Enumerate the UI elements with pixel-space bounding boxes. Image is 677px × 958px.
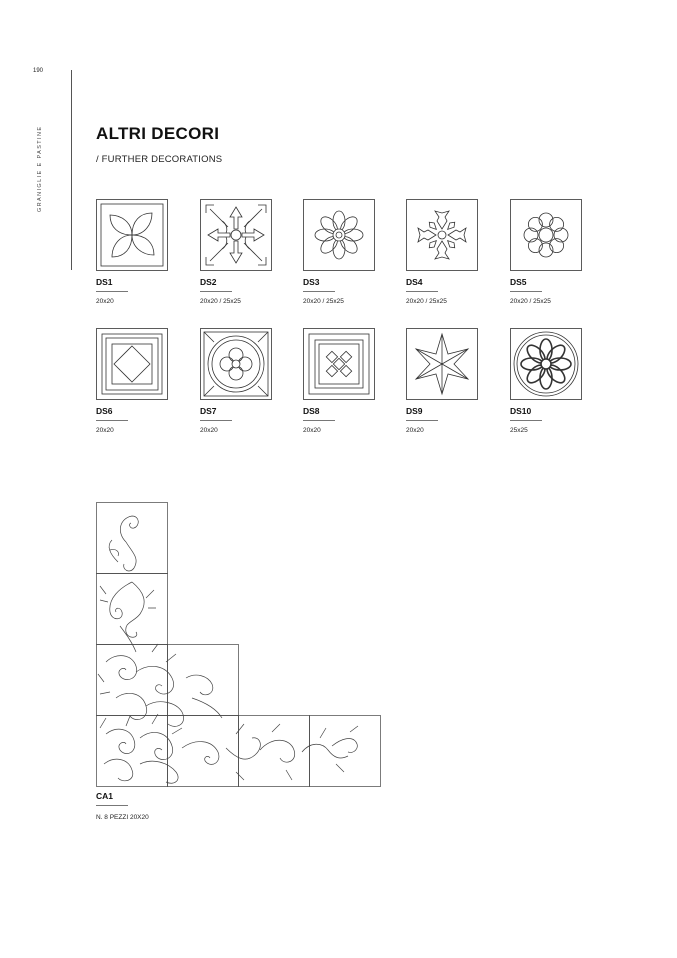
decor-size: 25x25: [510, 427, 528, 434]
page-subtitle: / FURTHER DECORATIONS: [96, 154, 223, 165]
label-rule: [96, 420, 128, 421]
decor-size: 20x20 / 25x25: [510, 298, 551, 305]
corner-composition-ca1: [96, 502, 382, 793]
tile-ds4: [406, 199, 478, 271]
label-rule: [406, 420, 438, 421]
six-point-star-icon: [406, 328, 478, 400]
diamond-checker-icon: [303, 328, 375, 400]
tile-ds2: [200, 199, 272, 271]
decor-code: DS1: [96, 277, 113, 287]
decor-code: DS9: [406, 406, 423, 416]
page-number: 190: [33, 68, 44, 74]
label-rule: [303, 291, 335, 292]
decor-size: 20x20 / 25x25: [406, 298, 447, 305]
corner-size: N. 8 PEZZI 20X20: [96, 814, 149, 821]
acanthus-corner-icon: [96, 502, 382, 788]
decor-code: DS6: [96, 406, 113, 416]
decor-code: DS2: [200, 277, 217, 287]
decor-size: 20x20 / 25x25: [200, 298, 241, 305]
eight-petal-flower-icon: [303, 199, 375, 271]
circle-flower-icon: [200, 328, 272, 400]
label-rule: [200, 291, 232, 292]
decor-code: DS3: [303, 277, 320, 287]
tile-ds6: [96, 328, 168, 400]
tile-ds5: [510, 199, 582, 271]
label-rule: [406, 291, 438, 292]
side-divider: [71, 70, 72, 270]
decor-code: DS7: [200, 406, 217, 416]
decor-code: DS4: [406, 277, 423, 287]
page-title: ALTRI DECORI: [96, 124, 220, 143]
tile-ds3: [303, 199, 375, 271]
label-rule: [96, 805, 128, 806]
decor-size: 20x20: [406, 427, 424, 434]
label-rule: [510, 420, 542, 421]
decor-code: DS8: [303, 406, 320, 416]
corner-code: CA1: [96, 791, 114, 801]
leaf-rosette-icon: [406, 199, 478, 271]
decor-size: 20x20: [96, 427, 114, 434]
label-rule: [303, 420, 335, 421]
round-rosette-icon: [510, 328, 582, 400]
decor-size: 20x20: [96, 298, 114, 305]
four-petal-quatrefoil-icon: [96, 199, 168, 271]
section-side-label: GRANIGLIE E PASTINE: [37, 125, 43, 212]
framed-diamond-icon: [96, 328, 168, 400]
label-rule: [510, 291, 542, 292]
label-rule: [96, 291, 128, 292]
label-rule: [200, 420, 232, 421]
decor-size: 20x20: [303, 427, 321, 434]
decor-code: DS10: [510, 406, 532, 416]
decor-code: DS5: [510, 277, 527, 287]
decor-size: 20x20 / 25x25: [303, 298, 344, 305]
tile-ds7: [200, 328, 272, 400]
tile-ds1: [96, 199, 168, 271]
tile-ds9: [406, 328, 478, 400]
arrow-cross-icon: [200, 199, 272, 271]
tile-ds8: [303, 328, 375, 400]
daisy-flower-icon: [510, 199, 582, 271]
decor-size: 20x20: [200, 427, 218, 434]
tile-ds10: [510, 328, 582, 400]
